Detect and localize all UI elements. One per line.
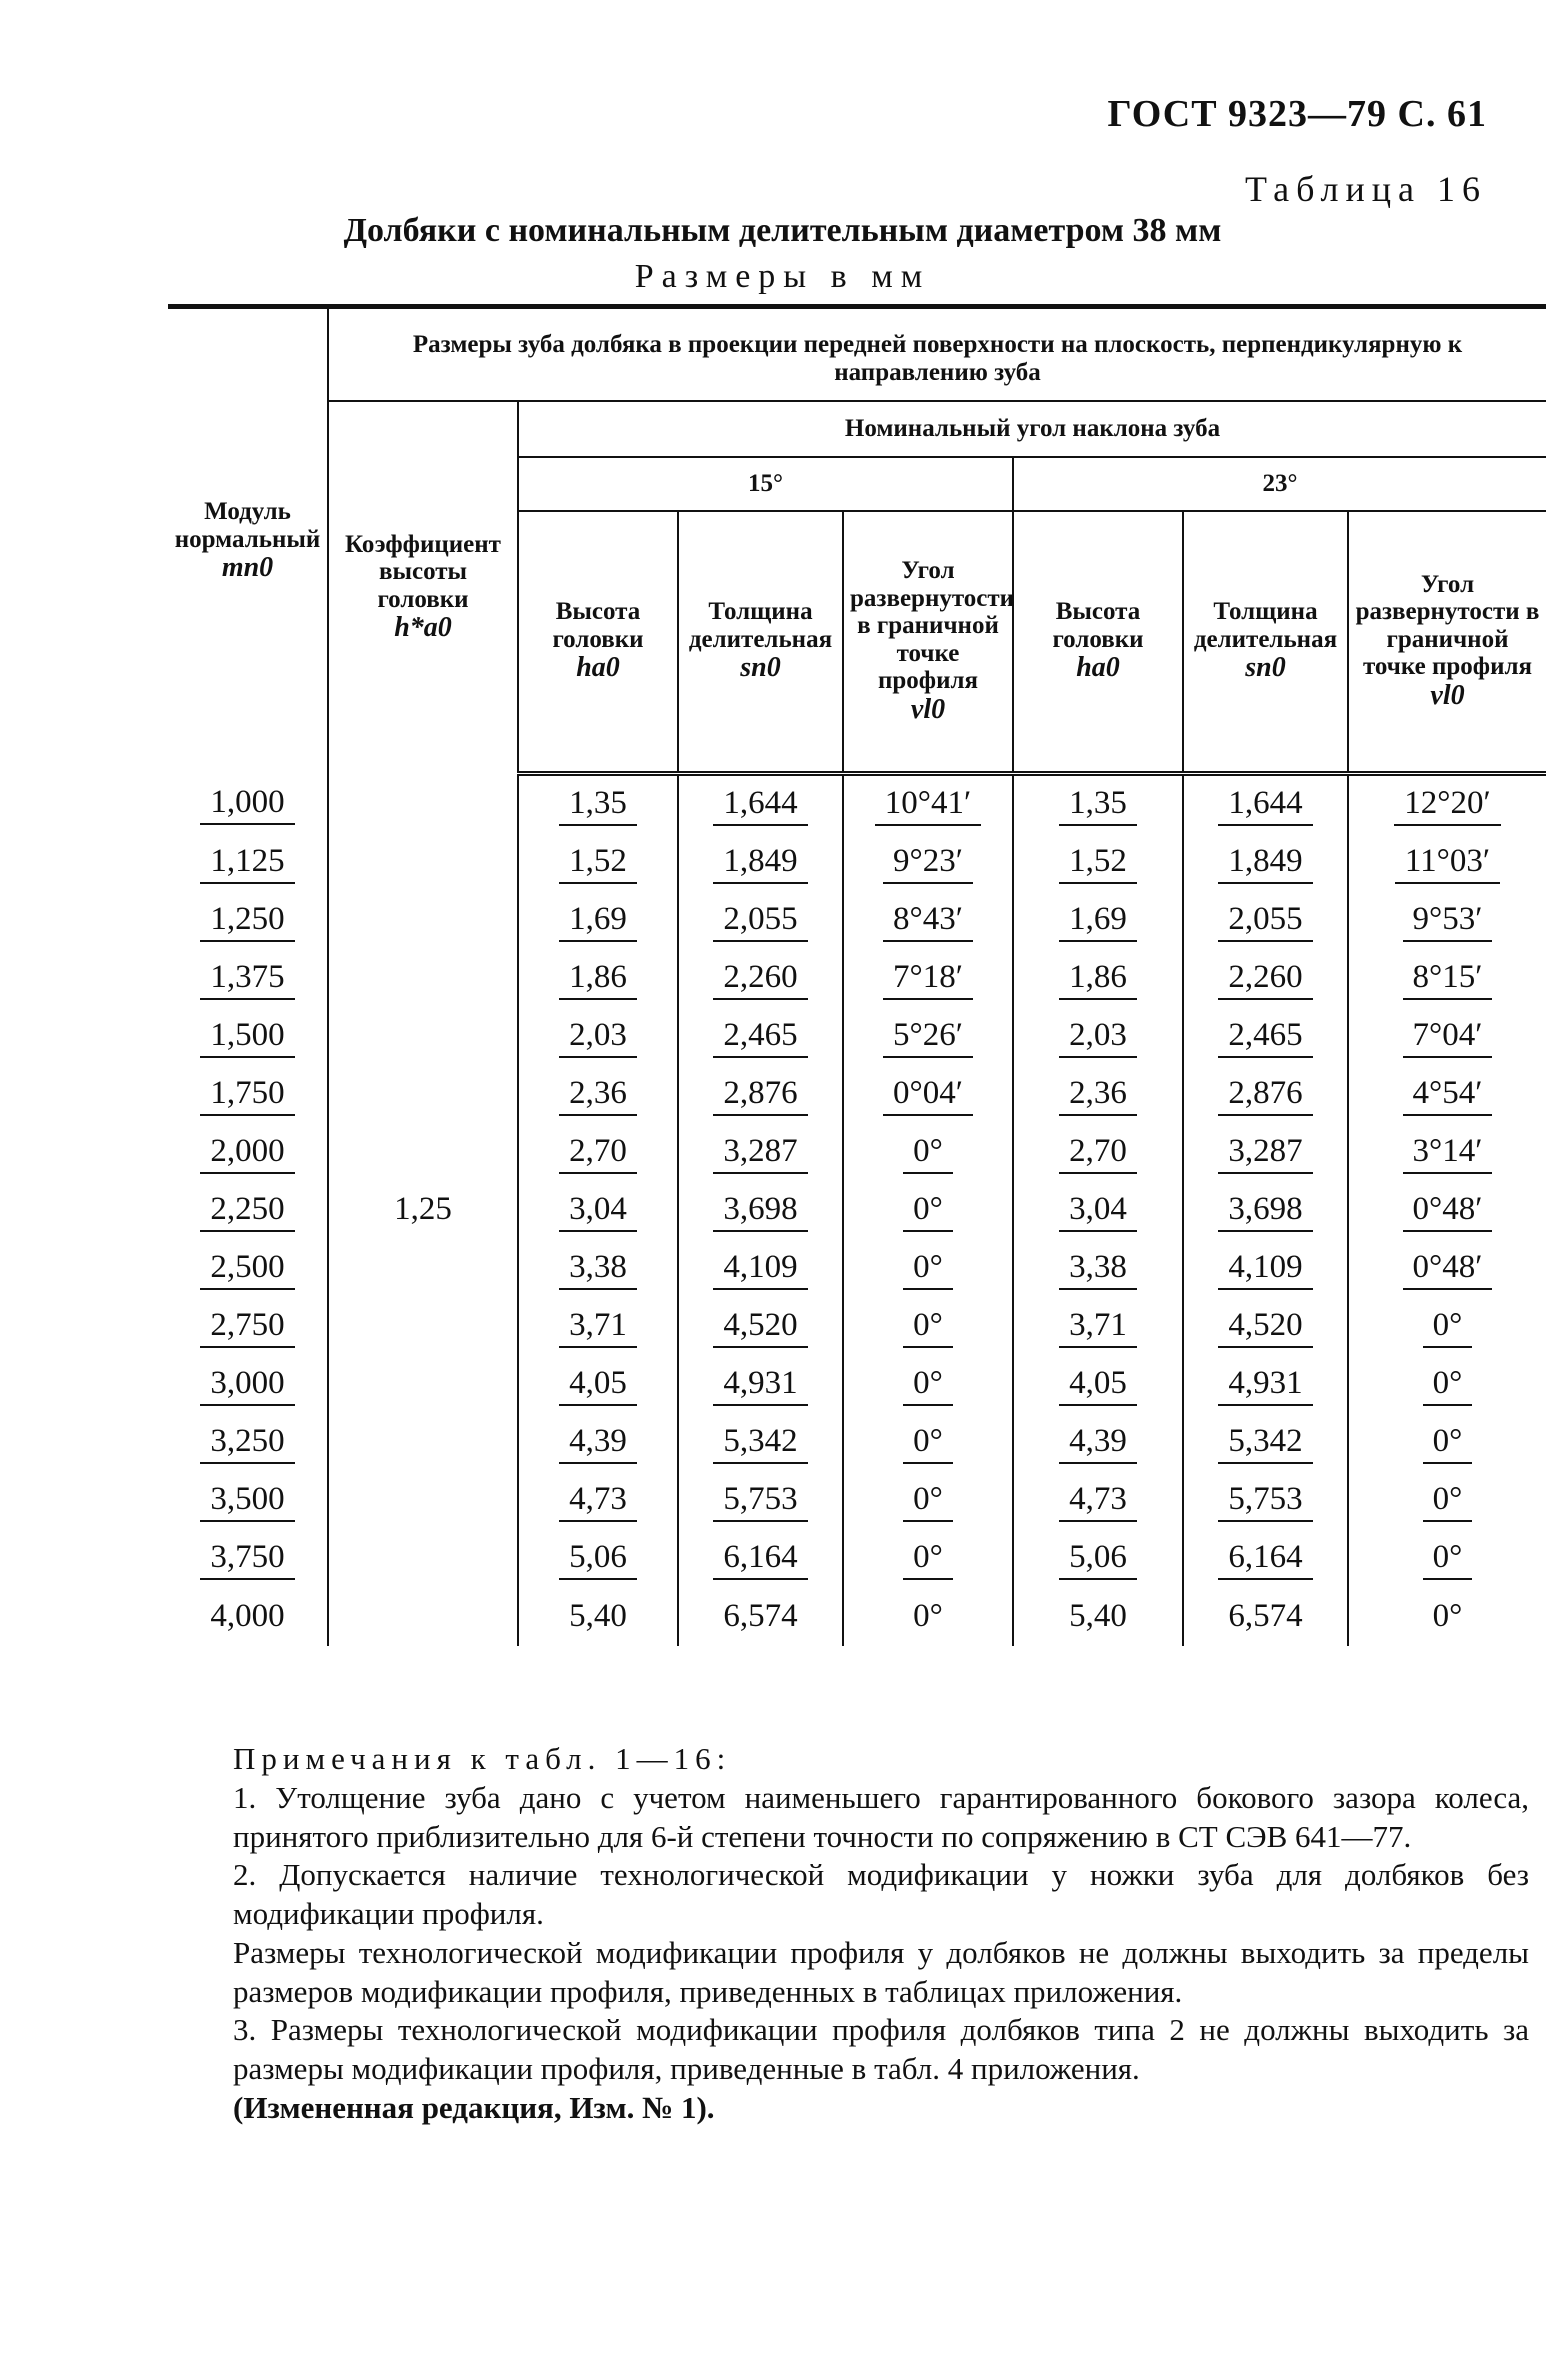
col-roll-23-symbol: νl0 [1430, 679, 1465, 711]
cell-thickness-15 [678, 1298, 843, 1356]
cell-module [168, 1298, 328, 1356]
cell-value: 1,35 [559, 783, 637, 826]
cell-value: 7°04′ [1403, 1015, 1493, 1058]
cell-height-23 [1013, 1298, 1183, 1356]
cell-module [168, 834, 328, 892]
cell-thickness-15 [678, 1182, 843, 1240]
col-thickness-23 [1183, 511, 1348, 773]
col-coef [328, 401, 518, 773]
cell-roll-15 [843, 1298, 1013, 1356]
cell-value: 4,109 [713, 1247, 807, 1290]
units-caption: Размеры в мм [634, 258, 931, 295]
cell-value: 4,39 [559, 1421, 637, 1464]
cell-roll-15 [843, 1472, 1013, 1530]
cell-thickness-15 [678, 834, 843, 892]
cell-value: 5,40 [1069, 1598, 1127, 1634]
cell-value: 2,750 [200, 1305, 294, 1348]
col-height-15-symbol: ha0 [576, 652, 620, 684]
col-module-label: Модуль нормальный [174, 498, 321, 553]
cell-height-15 [518, 892, 678, 950]
cell-thickness-23 [1183, 950, 1348, 1008]
cell-thickness-23 [1183, 1008, 1348, 1066]
cell-value: 5,06 [1059, 1537, 1137, 1580]
cell-thickness-15 [678, 1414, 843, 1472]
cell-value: 0° [1423, 1363, 1473, 1406]
cell-thickness-15 [678, 1356, 843, 1414]
cell-thickness-23 [1183, 834, 1348, 892]
note-1: 1. Утолщение зуба дано с учетом наименьшего гарантированного бокового зазора колеса, принятого приблизительно для 6-й степени точности по сопряжению в СТ СЭВ 641—77. [233, 1779, 1529, 1854]
cell-value: 0°48′ [1403, 1247, 1493, 1290]
cell-value: 4°54′ [1403, 1073, 1493, 1116]
table-body [168, 773, 1546, 1646]
cell-thickness-23 [1183, 1530, 1348, 1588]
col-angle-15: 15° [518, 457, 1013, 511]
cell-value: 1,69 [1059, 899, 1137, 942]
cell-value: 0° [903, 1421, 953, 1464]
cell-thickness-15 [678, 1472, 843, 1530]
cell-roll-15 [843, 1066, 1013, 1124]
cell-value: 9°53′ [1403, 899, 1493, 942]
cell-roll-15 [843, 950, 1013, 1008]
cell-height-23 [1013, 773, 1183, 834]
cell-value: 1,644 [713, 783, 807, 826]
cell-value: 3,698 [1218, 1189, 1312, 1232]
cell-module [168, 1356, 328, 1414]
cell-roll-15 [843, 773, 1013, 834]
cell-value: 1,849 [713, 841, 807, 884]
cell-roll-15 [843, 834, 1013, 892]
cell-value: 5,06 [559, 1537, 637, 1580]
cell-value: 2,876 [713, 1073, 807, 1116]
cell-value: 0°48′ [1403, 1189, 1493, 1232]
cell-value: 6,574 [1228, 1598, 1303, 1634]
cell-value: 2,260 [1218, 957, 1312, 1000]
cell-roll-23 [1348, 1472, 1546, 1530]
cell-roll-23 [1348, 1008, 1546, 1066]
cell-value: 1,69 [559, 899, 637, 942]
cell-value: 2,260 [713, 957, 807, 1000]
cell-module [168, 892, 328, 950]
cell-roll-23 [1348, 1298, 1546, 1356]
cell-value: 0° [1423, 1479, 1473, 1522]
cell-value: 0° [1423, 1537, 1473, 1580]
cell-value: 2,70 [559, 1131, 637, 1174]
cell-value: 2,876 [1218, 1073, 1312, 1116]
col-roll-15 [843, 511, 1013, 773]
cell-thickness-23 [1183, 892, 1348, 950]
col-thickness-15-label: Толщина делительная [688, 598, 833, 653]
cell-value: 3°14′ [1403, 1131, 1493, 1174]
cell-value: 0° [903, 1131, 953, 1174]
cell-roll-23 [1348, 950, 1546, 1008]
gear-table [168, 304, 1546, 1646]
cell-roll-15 [843, 1240, 1013, 1298]
cell-thickness-23 [1183, 1588, 1348, 1646]
col-height-23-label: Высота головки [1052, 598, 1144, 653]
cell-thickness-15 [678, 950, 843, 1008]
cell-roll-23 [1348, 1240, 1546, 1298]
cell-height-15 [518, 773, 678, 834]
notes-block [233, 1740, 1529, 2128]
cell-thickness-15 [678, 1124, 843, 1182]
cell-value: 4,520 [713, 1305, 807, 1348]
col-height-15 [518, 511, 678, 773]
cell-value: 4,000 [210, 1598, 285, 1634]
cell-value: 4,931 [1218, 1363, 1312, 1406]
cell-roll-23 [1348, 1530, 1546, 1588]
col-angle-group: Номинальный угол наклона зуба [518, 401, 1546, 457]
cell-value: 7°18′ [883, 957, 973, 1000]
cell-height-23 [1013, 1414, 1183, 1472]
col-roll-23-label: Угол развернутости в граничной точке профиля [1355, 570, 1540, 681]
col-thickness-15 [678, 511, 843, 773]
cell-height-15 [518, 1066, 678, 1124]
cell-value: 8°15′ [1403, 957, 1493, 1000]
cell-roll-15 [843, 1530, 1013, 1588]
col-group-main: Размеры зуба долбяка в проекции передней поверхности на плоскость, перпендикулярную к направлению зуба [328, 307, 1546, 402]
cell-value: 5,342 [713, 1421, 807, 1464]
notes-heading: Примечания к табл. 1—16: [233, 1741, 732, 1776]
cell-value: 3,71 [559, 1305, 637, 1348]
cell-thickness-23 [1183, 1240, 1348, 1298]
cell-value: 2,055 [713, 899, 807, 942]
cell-value: 0° [903, 1189, 953, 1232]
cell-height-23 [1013, 950, 1183, 1008]
cell-value: 10°41′ [875, 783, 981, 826]
col-thickness-15-symbol: sn0 [740, 652, 781, 684]
cell-height-23 [1013, 1530, 1183, 1588]
cell-roll-15 [843, 1182, 1013, 1240]
cell-thickness-15 [678, 1588, 843, 1646]
cell-value: 3,500 [200, 1479, 294, 1522]
cell-value: 1,375 [200, 957, 294, 1000]
cell-value: 1,52 [559, 841, 637, 884]
cell-value: 0° [903, 1363, 953, 1406]
cell-roll-15 [843, 1356, 1013, 1414]
cell-coef: 1,25 [328, 773, 518, 1646]
cell-value: 3,38 [1059, 1247, 1137, 1290]
cell-value: 5,40 [569, 1598, 627, 1634]
cell-roll-23 [1348, 892, 1546, 950]
cell-value: 4,520 [1218, 1305, 1312, 1348]
cell-value: 2,000 [200, 1131, 294, 1174]
cell-module [168, 1588, 328, 1646]
cell-value: 5,753 [713, 1479, 807, 1522]
cell-height-23 [1013, 1472, 1183, 1530]
table-number: Таблица 16 [1245, 169, 1487, 209]
cell-module [168, 1240, 328, 1298]
note-2b: Размеры технологической модификации профиля у долбяков не должны выходить за пределы размеров модификации профиля, приведенных в таблицах приложения. [233, 1934, 1529, 2009]
cell-value: 6,574 [723, 1598, 798, 1634]
cell-value: 0° [1423, 1421, 1473, 1464]
cell-height-23 [1013, 1588, 1183, 1646]
cell-value: 3,000 [200, 1363, 294, 1406]
cell-value: 2,03 [559, 1015, 637, 1058]
col-height-23-symbol: ha0 [1076, 652, 1120, 684]
cell-value: 5°26′ [883, 1015, 973, 1058]
cell-thickness-23 [1183, 1298, 1348, 1356]
cell-value: 2,465 [1218, 1015, 1312, 1058]
cell-roll-15 [843, 892, 1013, 950]
cell-roll-15 [843, 1124, 1013, 1182]
cell-value: 6,164 [1218, 1537, 1312, 1580]
cell-value: 6,164 [713, 1537, 807, 1580]
note-amendment: (Измененная редакция, Изм. № 1). [233, 2089, 715, 2125]
cell-value: 0° [903, 1247, 953, 1290]
cell-height-23 [1013, 1124, 1183, 1182]
cell-value: 5,753 [1218, 1479, 1312, 1522]
cell-value: 4,05 [1059, 1363, 1137, 1406]
cell-height-15 [518, 1124, 678, 1182]
col-module [168, 307, 328, 774]
cell-value: 2,03 [1059, 1015, 1137, 1058]
cell-thickness-23 [1183, 1182, 1348, 1240]
cell-thickness-15 [678, 1008, 843, 1066]
cell-height-23 [1013, 1008, 1183, 1066]
cell-value: 1,86 [559, 957, 637, 1000]
page-header: ГОСТ 9323—79 С. 61 [1107, 93, 1487, 135]
cell-module [168, 1182, 328, 1240]
cell-value: 3,698 [713, 1189, 807, 1232]
cell-value: 12°20′ [1394, 783, 1500, 826]
table-row [168, 773, 1546, 834]
cell-module [168, 1414, 328, 1472]
cell-thickness-23 [1183, 1356, 1348, 1414]
cell-module [168, 773, 328, 834]
cell-thickness-23 [1183, 1066, 1348, 1124]
cell-roll-15 [843, 1414, 1013, 1472]
cell-height-15 [518, 1414, 678, 1472]
cell-value: 4,931 [713, 1363, 807, 1406]
cell-roll-23 [1348, 834, 1546, 892]
cell-value: 1,500 [200, 1015, 294, 1058]
cell-roll-23 [1348, 1182, 1546, 1240]
table-title: Долбяки с номинальным делительным диаметром 38 мм [343, 212, 1222, 249]
col-roll-15-symbol: νl0 [910, 693, 946, 725]
col-coef-symbol: h*a0 [394, 612, 452, 644]
cell-value: 4,73 [1059, 1479, 1137, 1522]
col-height-23 [1013, 511, 1183, 773]
cell-roll-23 [1348, 1414, 1546, 1472]
cell-roll-23 [1348, 1124, 1546, 1182]
cell-value: 2,36 [1059, 1073, 1137, 1116]
cell-height-15 [518, 1298, 678, 1356]
cell-value: 3,750 [200, 1537, 294, 1580]
cell-value: 0° [903, 1537, 953, 1580]
cell-height-15 [518, 950, 678, 1008]
cell-value: 2,465 [713, 1015, 807, 1058]
cell-height-23 [1013, 892, 1183, 950]
cell-value: 4,39 [1059, 1421, 1137, 1464]
cell-value: 1,86 [1059, 957, 1137, 1000]
cell-value: 2,250 [200, 1189, 294, 1232]
cell-height-15 [518, 1530, 678, 1588]
cell-height-15 [518, 1240, 678, 1298]
cell-height-15 [518, 834, 678, 892]
cell-thickness-15 [678, 1240, 843, 1298]
cell-roll-23 [1348, 1356, 1546, 1414]
cell-value: 8°43′ [883, 899, 973, 942]
note-3: 3. Размеры технологической модификации профиля долбяков типа 2 не должны выходить за размеры модификации профиля, приведенные в табл. 4 приложения. [233, 2012, 1529, 2086]
cell-value: 0° [1423, 1305, 1473, 1348]
cell-height-23 [1013, 1182, 1183, 1240]
cell-roll-23 [1348, 773, 1546, 834]
cell-height-15 [518, 1182, 678, 1240]
cell-value: 1,849 [1218, 841, 1312, 884]
cell-value: 0° [1432, 1598, 1463, 1634]
cell-value: 2,055 [1218, 899, 1312, 942]
cell-value: 0° [903, 1305, 953, 1348]
note-2: 2. Допускается наличие технологической модификации у ножки зуба для долбяков без модификации профиля. [233, 1857, 1529, 1931]
cell-value: 1,52 [1059, 841, 1137, 884]
cell-value: 1,250 [200, 899, 294, 942]
cell-height-23 [1013, 1356, 1183, 1414]
cell-height-15 [518, 1008, 678, 1066]
cell-height-23 [1013, 1240, 1183, 1298]
cell-thickness-23 [1183, 1414, 1348, 1472]
cell-value: 4,73 [559, 1479, 637, 1522]
cell-thickness-15 [678, 1066, 843, 1124]
cell-height-23 [1013, 834, 1183, 892]
cell-module [168, 1472, 328, 1530]
col-roll-15-label: Угол развернутости в граничной точке профиля [850, 557, 1015, 695]
cell-value: 4,109 [1218, 1247, 1312, 1290]
cell-module [168, 1066, 328, 1124]
cell-thickness-23 [1183, 1472, 1348, 1530]
cell-value: 1,750 [200, 1073, 294, 1116]
cell-value: 3,38 [559, 1247, 637, 1290]
cell-value: 3,04 [1059, 1189, 1137, 1232]
cell-roll-15 [843, 1588, 1013, 1646]
cell-roll-15 [843, 1008, 1013, 1066]
cell-value: 3,71 [1059, 1305, 1137, 1348]
cell-thickness-15 [678, 773, 843, 834]
cell-thickness-23 [1183, 1124, 1348, 1182]
cell-value: 2,70 [1059, 1131, 1137, 1174]
cell-height-15 [518, 1588, 678, 1646]
cell-module [168, 950, 328, 1008]
col-module-symbol: mn0 [221, 552, 274, 584]
cell-value: 0° [903, 1479, 953, 1522]
cell-value: 0°04′ [883, 1073, 973, 1116]
cell-height-15 [518, 1356, 678, 1414]
col-coef-label: Коэффициент высоты головки [345, 530, 501, 613]
cell-value: 3,287 [1218, 1131, 1312, 1174]
cell-value: 3,250 [200, 1421, 294, 1464]
cell-value: 9°23′ [883, 841, 973, 884]
cell-thickness-15 [678, 892, 843, 950]
cell-module [168, 1530, 328, 1588]
cell-value: 1,644 [1218, 783, 1312, 826]
cell-module [168, 1124, 328, 1182]
cell-roll-23 [1348, 1066, 1546, 1124]
cell-value: 11°03′ [1395, 841, 1500, 884]
cell-height-15 [518, 1472, 678, 1530]
cell-value: 1,000 [200, 782, 294, 825]
cell-value: 4,05 [559, 1363, 637, 1406]
col-roll-23 [1348, 511, 1546, 773]
cell-thickness-15 [678, 1530, 843, 1588]
cell-module [168, 1008, 328, 1066]
cell-value: 2,36 [559, 1073, 637, 1116]
col-thickness-23-symbol: sn0 [1245, 652, 1286, 684]
cell-value: 1,125 [200, 841, 294, 884]
col-thickness-23-label: Толщина делительная [1193, 598, 1338, 653]
cell-value: 5,342 [1218, 1421, 1312, 1464]
cell-value: 2,500 [200, 1247, 294, 1290]
cell-roll-23 [1348, 1588, 1546, 1646]
col-angle-23: 23° [1013, 457, 1546, 511]
cell-value: 0° [913, 1598, 943, 1634]
cell-value: 3,04 [559, 1189, 637, 1232]
cell-thickness-23 [1183, 773, 1348, 834]
cell-height-23 [1013, 1066, 1183, 1124]
cell-value: 1,35 [1059, 783, 1137, 826]
col-height-15-label: Высота головки [552, 598, 644, 653]
cell-value: 3,287 [713, 1131, 807, 1174]
